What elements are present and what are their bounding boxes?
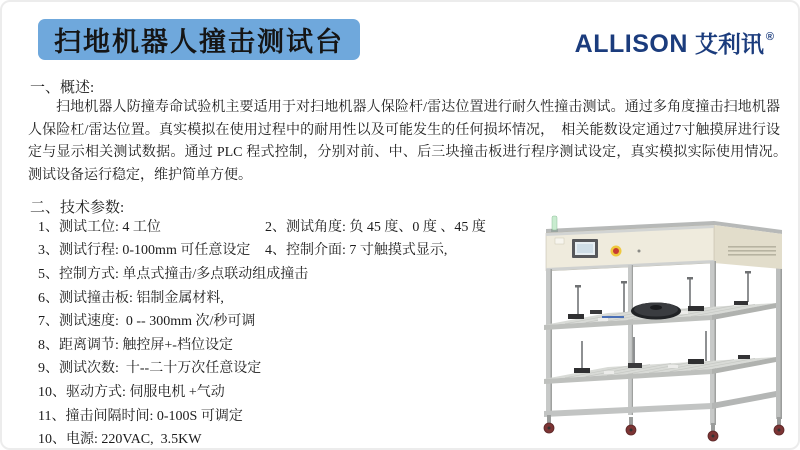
param-item: 7、测试速度: 0 -- 300mm 次/秒可调 [38, 314, 256, 330]
param-row [38, 332, 558, 356]
params-list [38, 214, 558, 450]
param-row [38, 308, 558, 332]
brand-logo [575, 26, 774, 59]
param-item: 11、撞击间隔时间: 0-100S 可调定 [38, 408, 243, 424]
param-item: 6、测试撞击板: 铝制金属材料, [38, 290, 224, 306]
title-badge [38, 19, 360, 60]
logo-allison-text: ALLISON [574, 30, 688, 58]
machine-photo [538, 207, 794, 447]
param-row [38, 356, 558, 380]
param-item: 2、测试角度: 负 45 度、0 度 、45 度 [265, 219, 486, 235]
registered-mark-icon: ® [765, 31, 774, 43]
overview-paragraph: 扫地机器人防撞寿命试验机主要适用于对扫地机器人保险杆/雷达位置进行耐久性撞击测试。通过多角度撞击扫地机器人保险杠/雷达位置。真实模拟在使用过程中的耐用性以及可能发生的任何损坏情况， 相关能数设定通过7寸触摸屏进行设定与显示相关测试数据。通过 PLC 程式控制，分别对前、中、后三块撞击板进行程序测试设定，真实模拟实际使用情况。 测试设备运行稳定，维护简单方便。 [28, 100, 794, 183]
param-item: 4、控制介面: 7 寸触摸式显示, [265, 243, 448, 259]
logo-cn-text: 艾利讯 [694, 31, 764, 57]
param-row [38, 379, 558, 403]
page-title: 扫地机器人撞击测试台 [54, 27, 344, 57]
param-row [38, 403, 558, 427]
overview-heading: 一、概述: [30, 80, 95, 96]
param-item: 5、控制方式: 单点式撞击/多点联动组成撞击 [38, 266, 309, 282]
params-heading: 二、技术参数: [30, 200, 125, 216]
param-item: 10、驱动方式: 伺服电机 +气动 [38, 384, 225, 400]
param-item: 3、测试行程: 0-100mm 可任意设定 [38, 243, 251, 259]
param-row [38, 214, 558, 238]
param-item: 8、距离调节: 触控屏+-档位设定 [38, 337, 233, 353]
param-row [38, 285, 558, 309]
param-item: 9、测试次数: 十--二十万次任意设定 [38, 361, 262, 377]
param-row [38, 238, 558, 262]
param-item: 10、电源: 220VAC, 3.5KW [38, 432, 202, 448]
param-item: 1、测试工位: 4 工位 [38, 219, 161, 235]
param-row [38, 261, 558, 285]
param-row [38, 426, 558, 450]
